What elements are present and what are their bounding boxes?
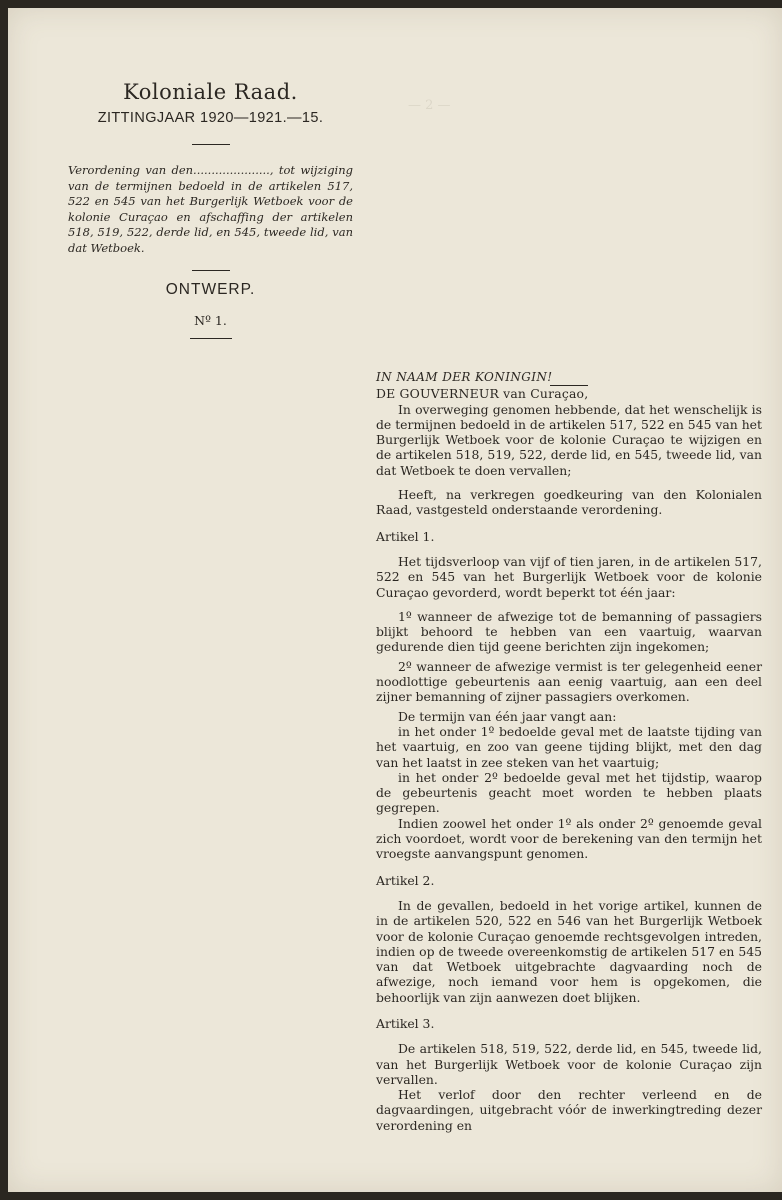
ordinance-body	[376, 370, 762, 1133]
ordinance-subject: Verordening van den....................., tot wijziging van de termijnen bedoeld in de artikelen 517, 522 en 545 van het Burgerlijk Wetboek voor de kolonie Curaçao en afschaffing der artikelen 518, 519, 522, derde lid, en 545, tweede lid, van dat Wetboek.	[68, 163, 353, 255]
article-1-item-1: 1º wanneer de afwezige tot de bemanning of passagiers blijkt behoord te hebben van een vaartuig, waarvan gedurende dien tijd geene berichten zijn ingekomen;	[376, 608, 762, 655]
document-number: Nº 1.	[194, 313, 227, 328]
article-3-title: Artikel 3.	[376, 1015, 435, 1031]
divider	[190, 338, 232, 339]
article-1-intro: Het tijdsverloop van vijf of tien jaren, in de artikelen 517, 522 en 545 van het Burgerlijk Wetboek voor de kolonie Curaçao gevorderd, wordt beperkt tot één jaar:	[376, 553, 762, 600]
session-line: ZITTINGJAAR 1920—1921.—15.	[97, 110, 324, 126]
article-3-text: De artikelen 518, 519, 522, derde lid, en 545, tweede lid, van het Burgerlijk Wetboek voor de kolonie Curaçao zijn vervallen.	[376, 1041, 762, 1087]
article-2-title: Artikel 2.	[376, 872, 435, 888]
governor-heading: DE GOUVERNEUR van Curaçao,	[376, 386, 589, 402]
preamble: In overweging genomen hebbende, dat het wenschelijk is de termijnen bedoeld in de artikelen 517, 522 en 545 van het Burgerlijk Wetboek voor de kolonie Curaçao te wijzigen en de artikelen 518, 519, 522, derde lid, en 545, tweede lid, van dat Wetboek te doen vervallen;	[376, 401, 762, 478]
enactment: Heeft, na verkregen goedkeuring van den Kolonialen Raad, vastgesteld onderstaande verordening.	[376, 487, 762, 518]
article-1-item-2: 2º wanneer de afwezige vermist is ter gelegenheid eener noodlottige gebeurtenis aan eenig vaartuig, aan een deel zijner bemanning of zijner passagiers overkomen.	[376, 658, 762, 705]
draft-label: ONTWERP.	[165, 281, 256, 298]
article-3-text-2: Het verlof door den rechter verleend en de dagvaardingen, uitgebracht vóór de inwerkingtreding dezer verordening en	[376, 1087, 762, 1133]
council-title: Koloniale Raad.	[123, 80, 298, 104]
left-header-column	[68, 80, 353, 339]
invocation: IN NAAM DER KONINGIN!	[376, 370, 553, 384]
document-page	[8, 8, 782, 1192]
article-2-text: In de gevallen, bedoeld in het vorige artikel, kunnen de in de artikelen 520, 522 en 546 van het Burgerlijk Wetboek voor de kolonie Curaçao genoemde rechtsgevolgen intreden, indien op de tweede overeenkomstig de artikelen 517 en 545 van dat Wetboek uitgebrachte dagvaarding noch de afwezige, noch iemand voor hem is opgekomen, die behoorlijk van zijn aanwezen doet blijken.	[376, 897, 762, 1005]
divider	[192, 270, 230, 271]
article-1-both: Indien zoowel het onder 1º als onder 2º genoemde geval zich voordoet, wordt voor de berekening van den termijn het vroegste aanvangspunt genomen.	[376, 815, 762, 862]
divider	[192, 144, 230, 145]
article-1-term: De termijn van één jaar vangt aan:	[398, 708, 617, 724]
bleed-through-text: — 2 —	[408, 98, 451, 113]
article-1-title: Artikel 1.	[376, 528, 435, 544]
article-1-term-1: in het onder 1º bedoelde geval met de laatste tijding van het vaartuig, en zoo van geene tijding blijkt, met den dag van het laatst in zee steken van het vaartuig;	[376, 723, 762, 770]
article-1-term-2: in het onder 2º bedoelde geval met het tijdstip, waarop de gebeurtenis geacht moet worden te hebben plaats gegrepen.	[376, 769, 762, 816]
